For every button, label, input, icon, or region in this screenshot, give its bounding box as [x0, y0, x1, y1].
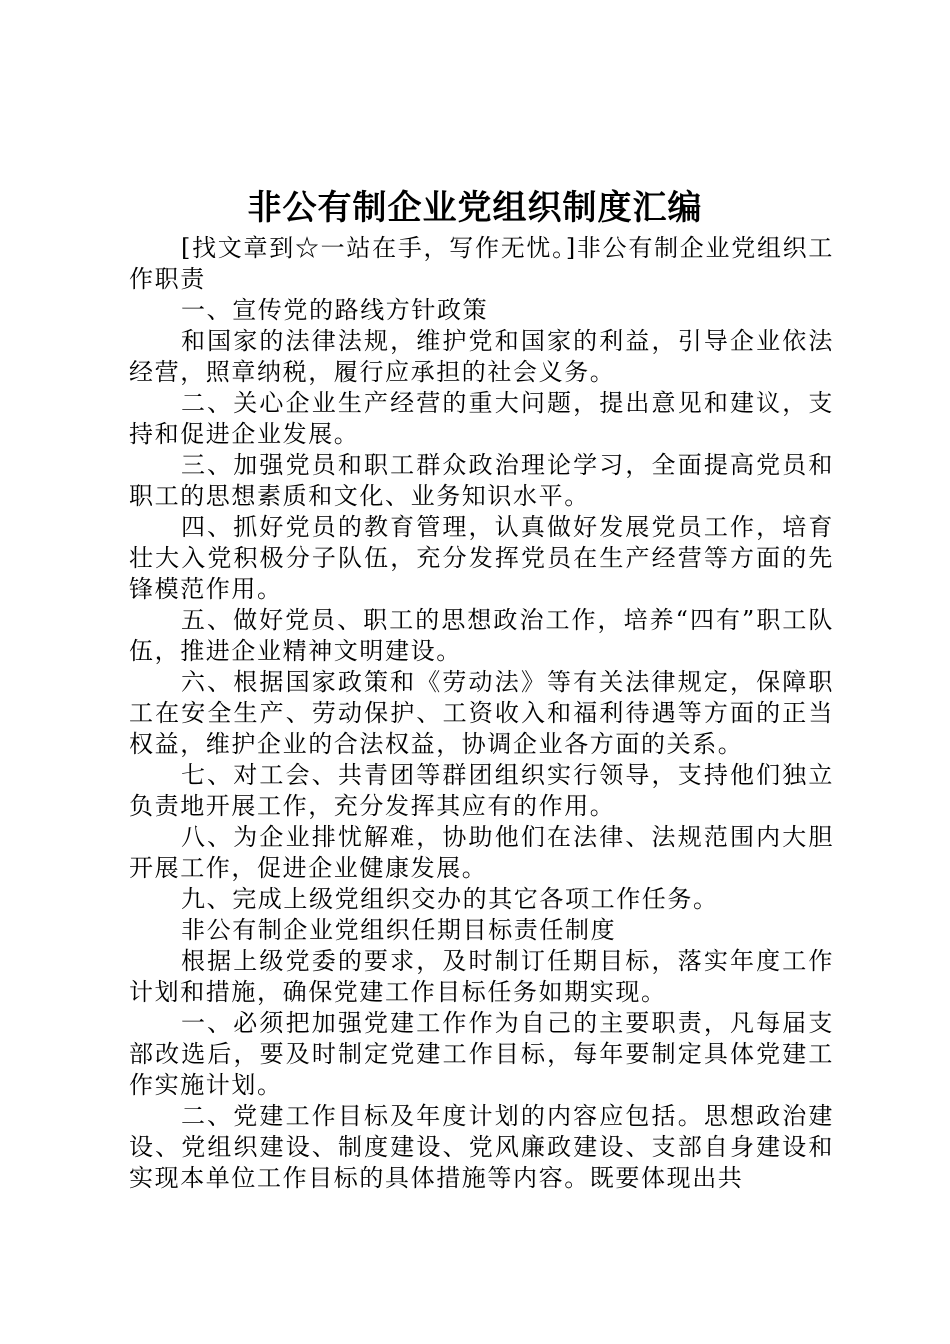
paragraph: 三、加强党员和职工群众政治理论学习，全面提高党员和职工的思想素质和文化、业务知识水平。 — [129, 451, 834, 510]
paragraph: 九、完成上级党组织交办的其它各项工作任务。 — [181, 885, 719, 913]
paragraph: 非公有制企业党组织任期目标责任制度 — [181, 916, 617, 944]
paragraph: 四、抓好党员的教育管理，认真做好发展党员工作，培育壮大入党积极分子队伍，充分发挥党员在生产经营等方面的先锋模范作用。 — [129, 513, 834, 603]
paragraph: 六、根据国家政策和《劳动法》等有关法律规定，保障职工在安全生产、劳动保护、工资收入和福利待遇等方面的正当权益，维护企业的合法权益，协调企业各方面的关系。 — [129, 668, 834, 758]
document-title: 非公有制企业党组织制度汇编 — [247, 188, 703, 228]
paragraph: 八、为企业排忧解难，协助他们在法律、法规范围内大胆开展工作，促进企业健康发展。 — [129, 823, 834, 882]
paragraph: [找文章到☆一站在手，写作无忧。]非公有制企业党组织工作职责 — [129, 234, 834, 293]
paragraph: 二、党建工作目标及年度计划的内容应包括。思想政治建设、党组织建设、制度建设、党风廉政建设、支部自身建设和实现本单位工作目标的具体措施等内容。既要体现出共 — [129, 1102, 834, 1192]
paragraph: 五、做好党员、职工的思想政治工作，培养“四有”职工队伍，推进企业精神文明建设。 — [129, 606, 834, 665]
document-body — [129, 233, 834, 1194]
paragraph: 二、关心企业生产经营的重大问题，提出意见和建议，支持和促进企业发展。 — [129, 389, 834, 448]
paragraph: 一、必须把加强党建工作作为自己的主要职责，凡每届支部改选后，要及时制定党建工作目标，每年要制定具体党建工作实施计划。 — [129, 1009, 834, 1099]
paragraph: 一、宣传党的路线方针政策 — [181, 296, 489, 324]
paragraph: 七、对工会、共青团等群团组织实行领导，支持他们独立负责地开展工作，充分发挥其应有的作用。 — [129, 761, 834, 820]
paragraph: 根据上级党委的要求，及时制订任期目标，落实年度工作计划和措施，确保党建工作目标任务如期实现。 — [129, 947, 834, 1006]
paragraph: 和国家的法律法规，维护党和国家的利益，引导企业依法经营，照章纳税，履行应承担的社会义务。 — [129, 327, 834, 386]
